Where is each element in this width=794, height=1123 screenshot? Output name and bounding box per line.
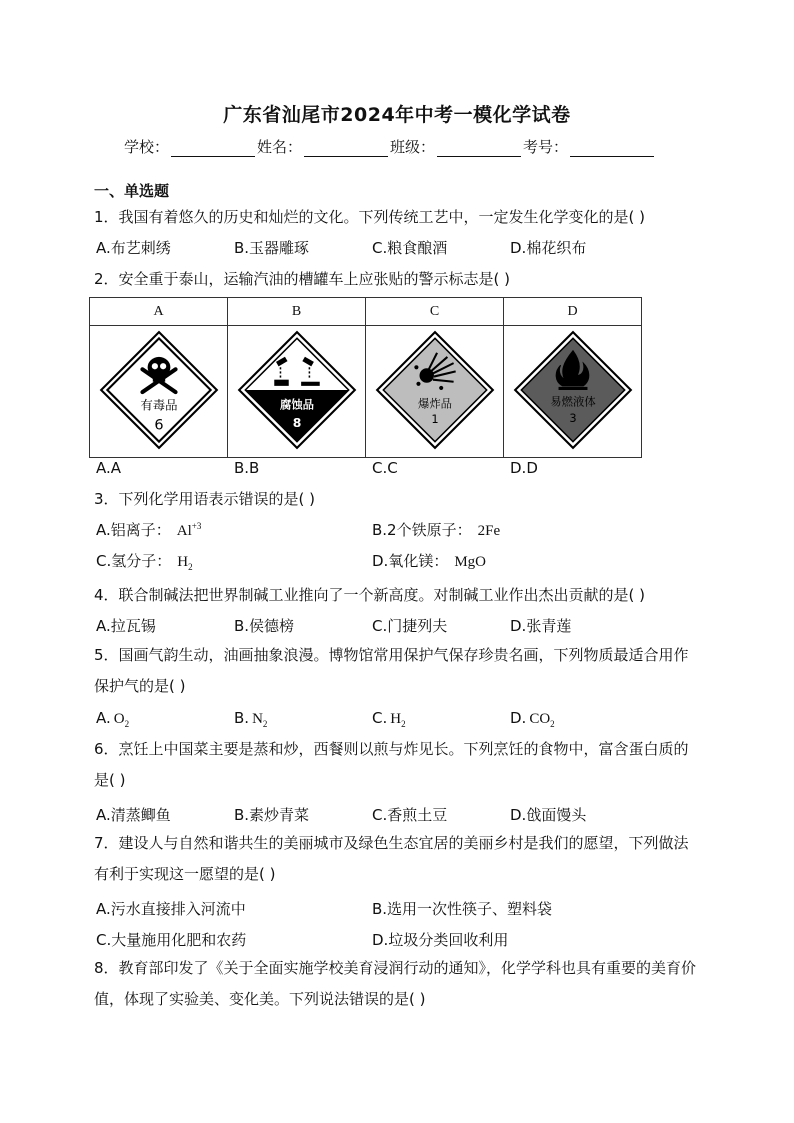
- toxic-sign: [97, 328, 221, 452]
- toxic-sign-label: 有毒品: [139, 397, 178, 413]
- formula-subscript: 2: [124, 719, 130, 729]
- q7-option-c[interactable]: C.大量施用化肥和农药: [96, 931, 247, 949]
- q5-option-b[interactable]: [234, 709, 267, 729]
- toxic-sign-number: 6: [153, 416, 164, 433]
- flammable-sign-number: 3: [568, 410, 577, 425]
- q5-option-c-formula: [390, 711, 405, 727]
- question-7: 7．建设人与自然和谐共生的美丽城市及绿色生态宜居的美丽乡村是我们的愿望，下列做法有利于实现这一愿望的是( ): [94, 834, 689, 883]
- formula-subscript: 2: [188, 562, 193, 572]
- question-6: 6．烹饪上中国菜主要是蒸和炒，西餐则以煎与炸见长。下列烹饪的食物中，富含蛋白质的是( ): [94, 740, 689, 789]
- formula-subscript: 2: [401, 719, 406, 729]
- section-heading: 一、单选题: [94, 182, 170, 200]
- q5-option-c[interactable]: [372, 709, 406, 729]
- q3-option-c[interactable]: [96, 550, 193, 572]
- q3-option-b[interactable]: [372, 519, 500, 540]
- formula-base: N: [252, 711, 263, 727]
- q5-option-d[interactable]: [510, 709, 555, 729]
- formula-base: H: [390, 711, 402, 727]
- q2-option-d[interactable]: D.D: [510, 459, 538, 477]
- corrosive-sign-number: 8: [292, 414, 301, 430]
- explosive-sign-label: 爆炸品: [417, 396, 452, 411]
- formula-base: Al: [176, 523, 192, 539]
- q5-option-a[interactable]: [96, 709, 129, 729]
- sign-cell-corrosive: [228, 326, 366, 458]
- q4-option-d[interactable]: D.张青莲: [510, 617, 572, 635]
- q4-option-a[interactable]: A.拉瓦锡: [96, 617, 156, 635]
- q1-option-d[interactable]: D.棉花织布: [510, 239, 587, 257]
- q2-option-c[interactable]: C.C: [372, 459, 398, 477]
- sign-cell-explosive: [366, 326, 504, 458]
- q3-option-b-label: B.2个铁原子：: [372, 521, 472, 539]
- q3-option-a-label: A.铝离子：: [96, 521, 171, 539]
- table-header-c: C: [366, 298, 504, 326]
- explosive-sign: [373, 328, 497, 452]
- name-label: 姓名：: [257, 138, 303, 156]
- class-blank[interactable]: [437, 140, 521, 157]
- q5-option-d-label: D.: [510, 709, 527, 727]
- question-3: 3．下列化学用语表示错误的是( ): [94, 490, 316, 508]
- q5-option-c-label: C.: [372, 709, 388, 727]
- q3-option-c-label: C.氢分子：: [96, 552, 172, 570]
- sign-cell-toxic: [90, 326, 228, 458]
- class-label: 班级：: [390, 138, 436, 156]
- q3-option-b-formula: 2Fe: [477, 523, 501, 539]
- q6-option-c[interactable]: C.香煎土豆: [372, 806, 448, 824]
- student-info-row: [124, 136, 656, 157]
- table-header-b: B: [228, 298, 366, 326]
- exam-number-label: 考号：: [523, 138, 569, 156]
- table-header-d: D: [504, 298, 642, 326]
- q4-option-b[interactable]: B.侯德榜: [234, 617, 295, 635]
- hazard-sign-table: [89, 297, 642, 458]
- q6-option-b[interactable]: B.素炒青菜: [234, 806, 310, 824]
- formula-base: CO: [529, 711, 551, 727]
- q3-option-c-formula: [177, 554, 192, 570]
- question-1: 1．我国有着悠久的历史和灿烂的文化。下列传统工艺中，一定发生化学变化的是( ): [94, 208, 646, 226]
- q3-option-d[interactable]: [372, 550, 486, 571]
- q5-option-d-formula: [529, 711, 554, 727]
- q5-option-a-label: A.: [96, 709, 111, 727]
- q3-option-d-formula: MgO: [454, 554, 486, 570]
- table-header-a: A: [90, 298, 228, 326]
- explosive-sign-number: 1: [430, 411, 439, 426]
- q5-option-b-label: B.: [234, 709, 250, 727]
- q7-option-d[interactable]: D.垃圾分类回收利用: [372, 931, 509, 949]
- formula-base: O: [113, 711, 125, 727]
- q5-option-b-formula: [252, 711, 267, 727]
- q3-option-a-formula: [177, 523, 202, 539]
- name-blank[interactable]: [304, 140, 388, 157]
- q7-option-a[interactable]: A.污水直接排入河流中: [96, 900, 246, 918]
- q6-option-d[interactable]: D.戗面馒头: [510, 806, 587, 824]
- question-5: 5．国画气韵生动，油画抽象浪漫。博物馆常用保护气保存珍贵名画，下列物质最适合用作保护气的是( ): [94, 646, 689, 695]
- q3-option-d-label: D.氧化镁：: [372, 552, 449, 570]
- exam-title: 广东省汕尾市2024年中考一模化学试卷: [223, 104, 571, 126]
- q6-option-a[interactable]: A.清蒸鲫鱼: [96, 806, 171, 824]
- flammable-sign-label: 易燃液体: [549, 394, 596, 408]
- q1-option-c[interactable]: C.粮食酿酒: [372, 239, 448, 257]
- question-4: 4．联合制碱法把世界制碱工业推向了一个新高度。对制碱工业作出杰出贡献的是( ): [94, 586, 646, 604]
- formula-subscript: 2: [262, 719, 268, 729]
- school-blank[interactable]: [171, 140, 255, 157]
- question-2: 2．安全重于泰山，运输汽油的槽罐车上应张贴的警示标志是( ): [94, 270, 511, 288]
- corrosive-sign-label: 腐蚀品: [279, 397, 314, 412]
- formula-superscript: +3: [191, 521, 202, 531]
- q4-option-c[interactable]: C.门捷列夫: [372, 617, 448, 635]
- corrosive-sign: [235, 328, 359, 452]
- flammable-sign: [511, 328, 635, 452]
- q1-option-a[interactable]: A.布艺刺绣: [96, 239, 171, 257]
- question-8: 8．教育部印发了《关于全面实施学校美育浸润行动的通知》，化学学科也具有重要的美育价值，体现了实验美、变化美。下列说法错误的是( ): [94, 959, 697, 1008]
- sign-cell-flammable: [504, 326, 642, 458]
- q2-option-a[interactable]: A.A: [96, 459, 122, 477]
- q2-option-b[interactable]: B.B: [234, 459, 260, 477]
- q5-option-a-formula: [114, 711, 129, 727]
- q7-option-b[interactable]: B.选用一次性筷子、塑料袋: [372, 900, 553, 918]
- formula-base: H: [177, 554, 189, 570]
- exam-number-blank[interactable]: [570, 140, 654, 157]
- q1-option-b[interactable]: B.玉器雕琢: [234, 239, 310, 257]
- school-label: 学校：: [124, 138, 170, 156]
- q3-option-a[interactable]: [96, 519, 201, 540]
- formula-subscript: 2: [550, 719, 555, 729]
